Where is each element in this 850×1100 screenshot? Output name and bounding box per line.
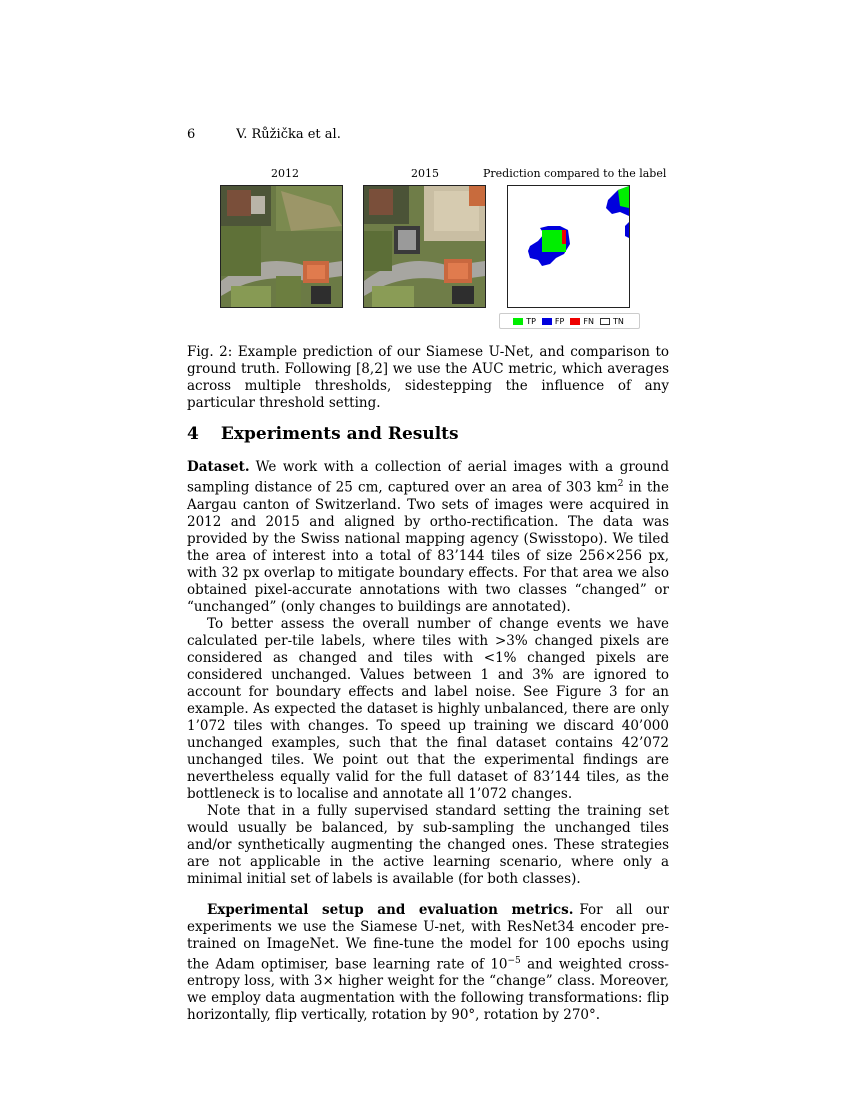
label-2012: 2012	[271, 167, 299, 180]
section-title: Experiments and Results	[220, 424, 459, 444]
caption-prefix: Fig. 2:	[187, 344, 233, 360]
section-heading	[187, 424, 459, 444]
label-2015: 2015	[411, 167, 439, 180]
setup-heading: Experimental setup and evaluation metrics.	[207, 901, 574, 918]
paragraph-tile-labels: To better assess the overall number of change events we have calculated per-tile labels, where tiles with >3% changed pixels are considered as changed and tiles with <1% changed pixels are considered unchanged. Values between 1 and 3% are ignored to account for boundary effects and label noise. See Figure 3 for an example. As expected the dataset is highly unbalanced, there are only 1’072 tiles with changes. To speed up training we discard 40’000 unchanged examples, such that the final dataset contains 42’072 unchanged tiles. We point out that the experimental findings are nevertheless equally valid for the full dataset of 83’144 tiles, as the bottleneck is to localise and annotate all 1’072 changes.	[187, 615, 669, 802]
fn-swatch-icon	[570, 318, 580, 325]
section-number: 4	[187, 424, 199, 444]
aerial-image-2012	[220, 185, 343, 308]
running-header	[187, 127, 341, 142]
running-authors: V. Růžička et al.	[236, 127, 341, 142]
figure-2	[200, 165, 670, 330]
figure-caption	[187, 344, 669, 412]
legend-item-fn: FN	[570, 317, 594, 326]
caption-text: Example prediction of our Siamese U-Net, and comparison to ground truth. Following [8,2] we use the AUC metric, which averages across multiple thresholds, sidestepping the influence of any particular threshold setting.	[187, 344, 669, 411]
paragraph-setup: Experimental setup and evaluation metrics. For all our experiments we use the Siamese U-net, with ResNet34 encoder pre-trained on ImageNet. We fine-tune the model for 100 epochs using the Adam optimiser, base learning rate of $10^{-5}$ and weighted cross-entropy loss, with 3× higher weight for the “change” class. Moreover, we employ data augmentation with the following transformations: flip horizontally, flip vertically, rotation by 90°, rotation by 270°.	[187, 901, 669, 1023]
fp-swatch-icon	[542, 318, 552, 325]
tp-swatch-icon	[513, 318, 523, 325]
aerial-image-2015	[363, 185, 486, 308]
figure-legend	[499, 313, 640, 329]
paragraph-supervised: Note that in a fully supervised standard setting the training set would usually be balanced, by sub-sampling the unchanged tiles and/or synthetically augmenting the changed ones. These strategies are not applicable in the active learning scenario, where only a minimal initial set of labels is available (for both classes).	[187, 802, 669, 887]
legend-item-fp: FP	[542, 317, 564, 326]
legend-item-tp: TP	[513, 317, 536, 326]
page-number: 6	[187, 127, 196, 142]
prediction-map	[507, 185, 630, 308]
paragraph-dataset: Dataset. We work with a collection of aerial images with a ground sampling distance of 25 cm, captured over an area of 303 $km^2$ in the Aargau canton of Switzerland. Two sets of images were acquired in 2012 and 2015 and aligned by ortho-rectification. The data was provided by the Swiss national mapping agency (Swisstopo). We tiled the area of interest into a total of 83’144 tiles of size 256×256 px, with 32 px overlap to mitigate boundary effects. For that area we also obtained pixel-accurate annotations with two classes “changed” or “unchanged” (only changes to buildings are annotated).	[187, 459, 669, 615]
label-prediction: Prediction compared to the label	[483, 167, 667, 180]
tn-swatch-icon	[600, 318, 610, 325]
dataset-heading: Dataset.	[187, 459, 250, 475]
section-body	[187, 459, 669, 1024]
legend-item-tn: TN	[600, 317, 624, 326]
